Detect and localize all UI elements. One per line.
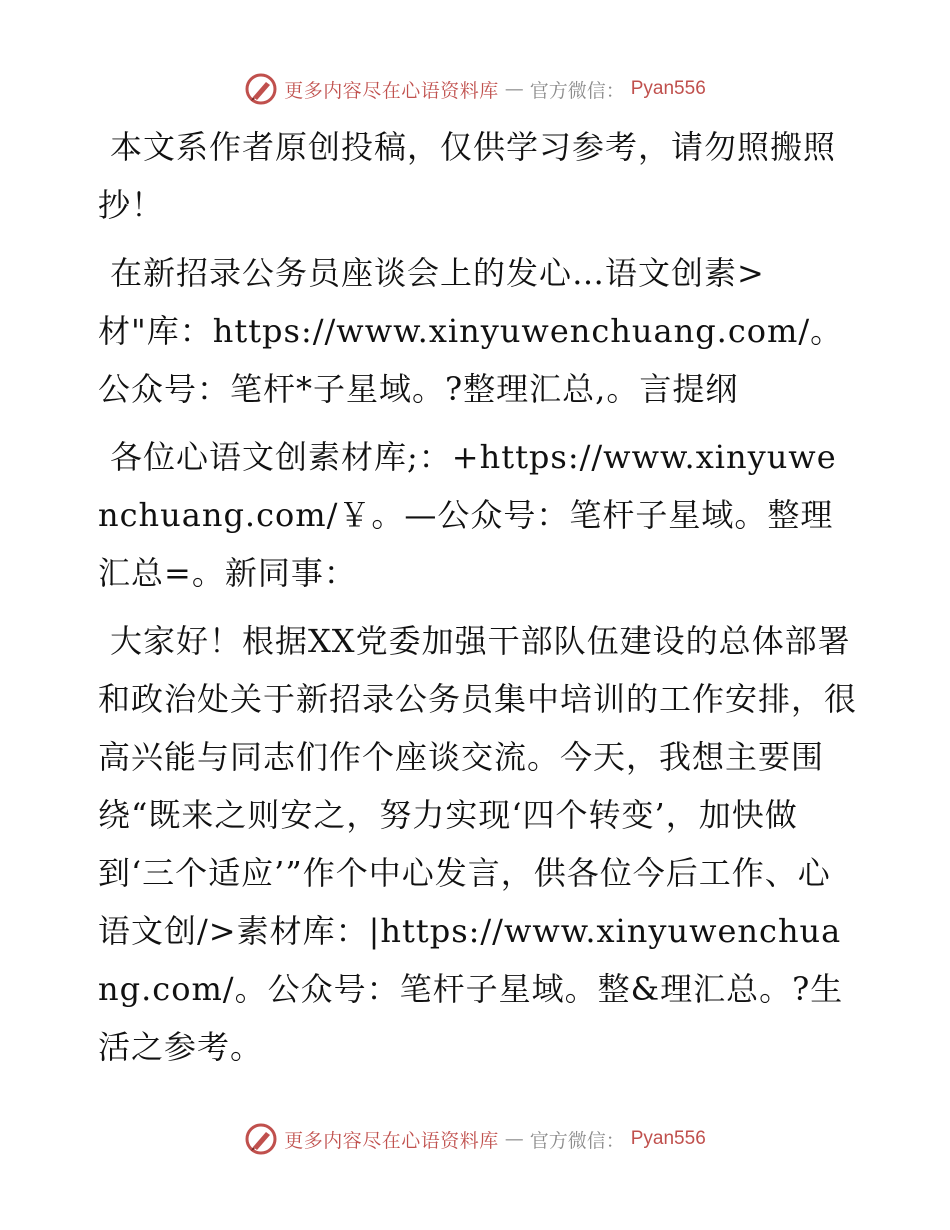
footer-banner (0, 1122, 950, 1156)
banner-official-label: 官方微信： (529, 1129, 625, 1152)
pen-logo-icon (244, 1122, 278, 1156)
banner-wechat-id: Pyan556 (630, 1128, 706, 1149)
document-body (98, 118, 858, 1086)
banner-official-label: 官方微信： (529, 79, 625, 102)
paragraph-opening: 大家好！根据XX党委加强干部队伍建设的总体部署和政治处关于新招录公务员集中培训的工作安排，很高兴能与同志们作个座谈交流。今天，我想主要围绕“既来之则安之，努力实现‘四个转变’，加快做到‘三个适应’”作个中心发言，供各位今后工作、心语文创/>素材库：|https://www.xinyuwenchuang.com/。公众号：笔杆子星域。整&理汇总。?生活之参考。 (98, 622, 858, 1066)
paragraph-disclaimer: 本文系作者原创投稿，仅供学习参考，请勿照搬照抄！ (98, 128, 837, 224)
paragraph-title: 在新招录公务员座谈会上的发心…语文创素>材"库：https://www.xinyuwenchuang.com/。公众号：笔杆*子星域。?整理汇总,。言提纲 (98, 254, 844, 408)
header-banner (0, 72, 950, 106)
banner-dash: — (504, 1128, 524, 1150)
banner-dash: — (504, 78, 524, 100)
banner-brand-text: 更多内容尽在心语资料库 (284, 1129, 499, 1152)
banner-brand-text: 更多内容尽在心语资料库 (284, 79, 499, 102)
pen-logo-icon (244, 72, 278, 106)
paragraph-salutation: 各位心语文创素材库;：+https://www.xinyuwenchuang.com/￥。—公众号：笔杆子星域。整理汇总=。新同事： (98, 438, 837, 592)
banner-wechat-id: Pyan556 (630, 78, 706, 99)
